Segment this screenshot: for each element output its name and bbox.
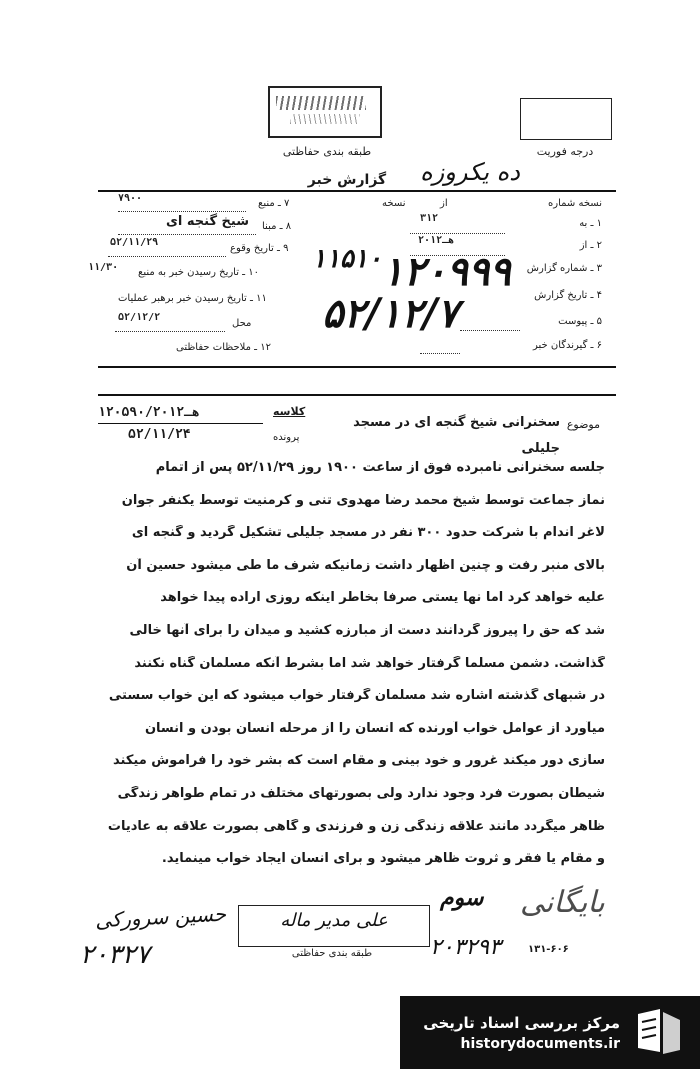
classification-level-label: طبقه بندی حفاظتی [282,145,372,158]
body-line: شد که حق را پیروز گردانند دست از مبارزه کشید و میدان را برای آنها خالی [129,623,605,638]
body-line: شیطان بصورت فرد وجود ندارد ولی بصورتهای مختلف در تمام طواهر زندگی [117,786,605,801]
file-stamp-top: کلاسه [273,405,306,418]
hand-date-large: ۵۲/۱۲/۷ [322,290,459,337]
basis-label: ۸ ـ مبنا [262,221,292,232]
body-line: گذاشت. دشمن مسلما گرفتار خواهد شد اما بشرط آنکه مسلمان گناه نکنند [134,655,605,671]
footer-classification-label: طبقه بندی حفاظتی [291,948,373,959]
source-value: ۷۹۰۰ [118,193,143,204]
copy-number-label: نسخه شماره [548,198,602,209]
top-stamp-box [268,86,382,138]
receipt-date-value: ۱۱/۳۰ [88,262,119,273]
subject-text: سخنرانی شیخ گنجه ای در مسجد جلیلی [353,415,560,456]
seen-mark: سوم [440,885,484,911]
file-stamp-bottom: پرونده [273,432,300,443]
copy-label: نسخه [382,198,406,209]
hand-number-prefix: ۱۱۵۱۰ [312,244,382,274]
ref-number: ۱۲۰۵۹۰/۲۰هـ۱۲ [98,405,200,420]
ref-date: ۵۲/۱۱/۲۴ [128,427,191,442]
body-line: لاغر اندام با شرکت حدود ۳۰۰ نفر در مسجد جلیلی تشکیل گردید و گنجه ای [131,525,605,541]
body-line: میآورد از عوامل خواب آورنده که انسان را از مرحله انسان بودن و انسان [144,720,605,736]
attachment-label: ۵ ـ پیوست [558,316,602,327]
archive-stamp: بایگانی [520,885,605,920]
urgency-label: درجه فوریت [536,145,594,158]
report-title: گزارش خبر [307,172,387,188]
source-label: ۷ ـ منبع [258,198,290,209]
place-value: ۵۲/۱۲/۲ [118,312,161,323]
watermark-org-name: مرکز بررسی اسناد تاریخی [423,1014,620,1032]
doc-code: ۱۳۱-۶۰۶ [528,944,569,955]
body-line: بالای منبر رفت و چنین اظهار داشت زمانیکه شرف ما طی میشود حسین آن [126,557,605,573]
event-date-value: ۵۲/۱۱/۲۹ [110,237,159,248]
event-date-label: ۹ ـ تاریخ وقوع [230,243,289,254]
subject-label: موضوع [566,418,600,431]
watermark-url: historydocuments.ir [460,1036,620,1052]
body-line: ظاهر میگردد مانند علاقه زندگی زن و فرزندی و گاهی بصورت علاقه به عادیات [107,818,605,834]
report-number-label: ۳ ـ شماره گزارش [526,263,602,274]
form-top-rule [98,190,616,192]
name-box-text: علی مدیر ماله [280,910,388,931]
to-label: ۱ ـ به [579,218,602,229]
top-stamp-scratch [276,96,366,110]
hand-number-large: ۱۲۰۹۹۹ [382,248,511,295]
notes-label: ۱۲ ـ ملاحظات حفاظتی [176,342,271,353]
basis-value: شیخ گنجه ای [166,214,250,229]
handwritten-title: ده یکروزه [420,158,520,186]
recipients-label: ۶ ـ گیرندگان خبر [532,340,602,351]
body-line: در شبهای گذشته اشاره شد مسلمان گرفتار خواب میشود که این خواب سستی [108,688,605,704]
archive-logo-icon [632,1006,686,1058]
to-value: ۳۱۲ [420,213,439,224]
subject-top-rule [98,394,616,396]
report-date-label: ۴ ـ تاریخ گزارش [534,290,602,301]
body-line: سازی دور میکند غرور و خود بینی و مقام است که بشر خود را فراموش میکند [113,753,605,769]
body-line: جلسه سخنرانی نامبرده فوق از ساعت ۱۹۰۰ روز ۵۲/۱۱/۲۹ پس از اتمام [155,460,605,475]
from-label: از [440,198,448,209]
body-line: نماز جماعت توسط شیخ محمد رضا مهدوی تنی و کرمنیت توسط یکنفر جوان [121,492,605,508]
from-field-label: ۲ ـ از [579,240,602,251]
from-value: ۲۰هـ۱۲ [418,235,455,246]
urgency-box [520,98,612,140]
date-right: ۲۰۳۲۹۳ [430,935,501,960]
place-label: محل [232,318,252,329]
form-bottom-rule [98,366,616,368]
name-box [238,905,430,947]
body-line: علیه خواهد کرد اما نها یستی صرفا بخاطر اینکه روزی اراده پیدا خواهد [160,590,605,606]
hand-number-bottom: ۲۰۳۲۷ [80,940,150,970]
signature: حسین سرورکی [94,901,227,933]
ops-date-label: ۱۱ ـ تاریخ رسیدن خبر برهبر عملیات [118,293,267,304]
body-line: و مقام یا فقر و ثروت ظاهر میشود و برای انسان ایجاد خواب مینماید. [161,851,605,867]
receipt-date-label: ۱۰ ـ تاریخ رسیدن خبر به منبع [138,267,260,278]
